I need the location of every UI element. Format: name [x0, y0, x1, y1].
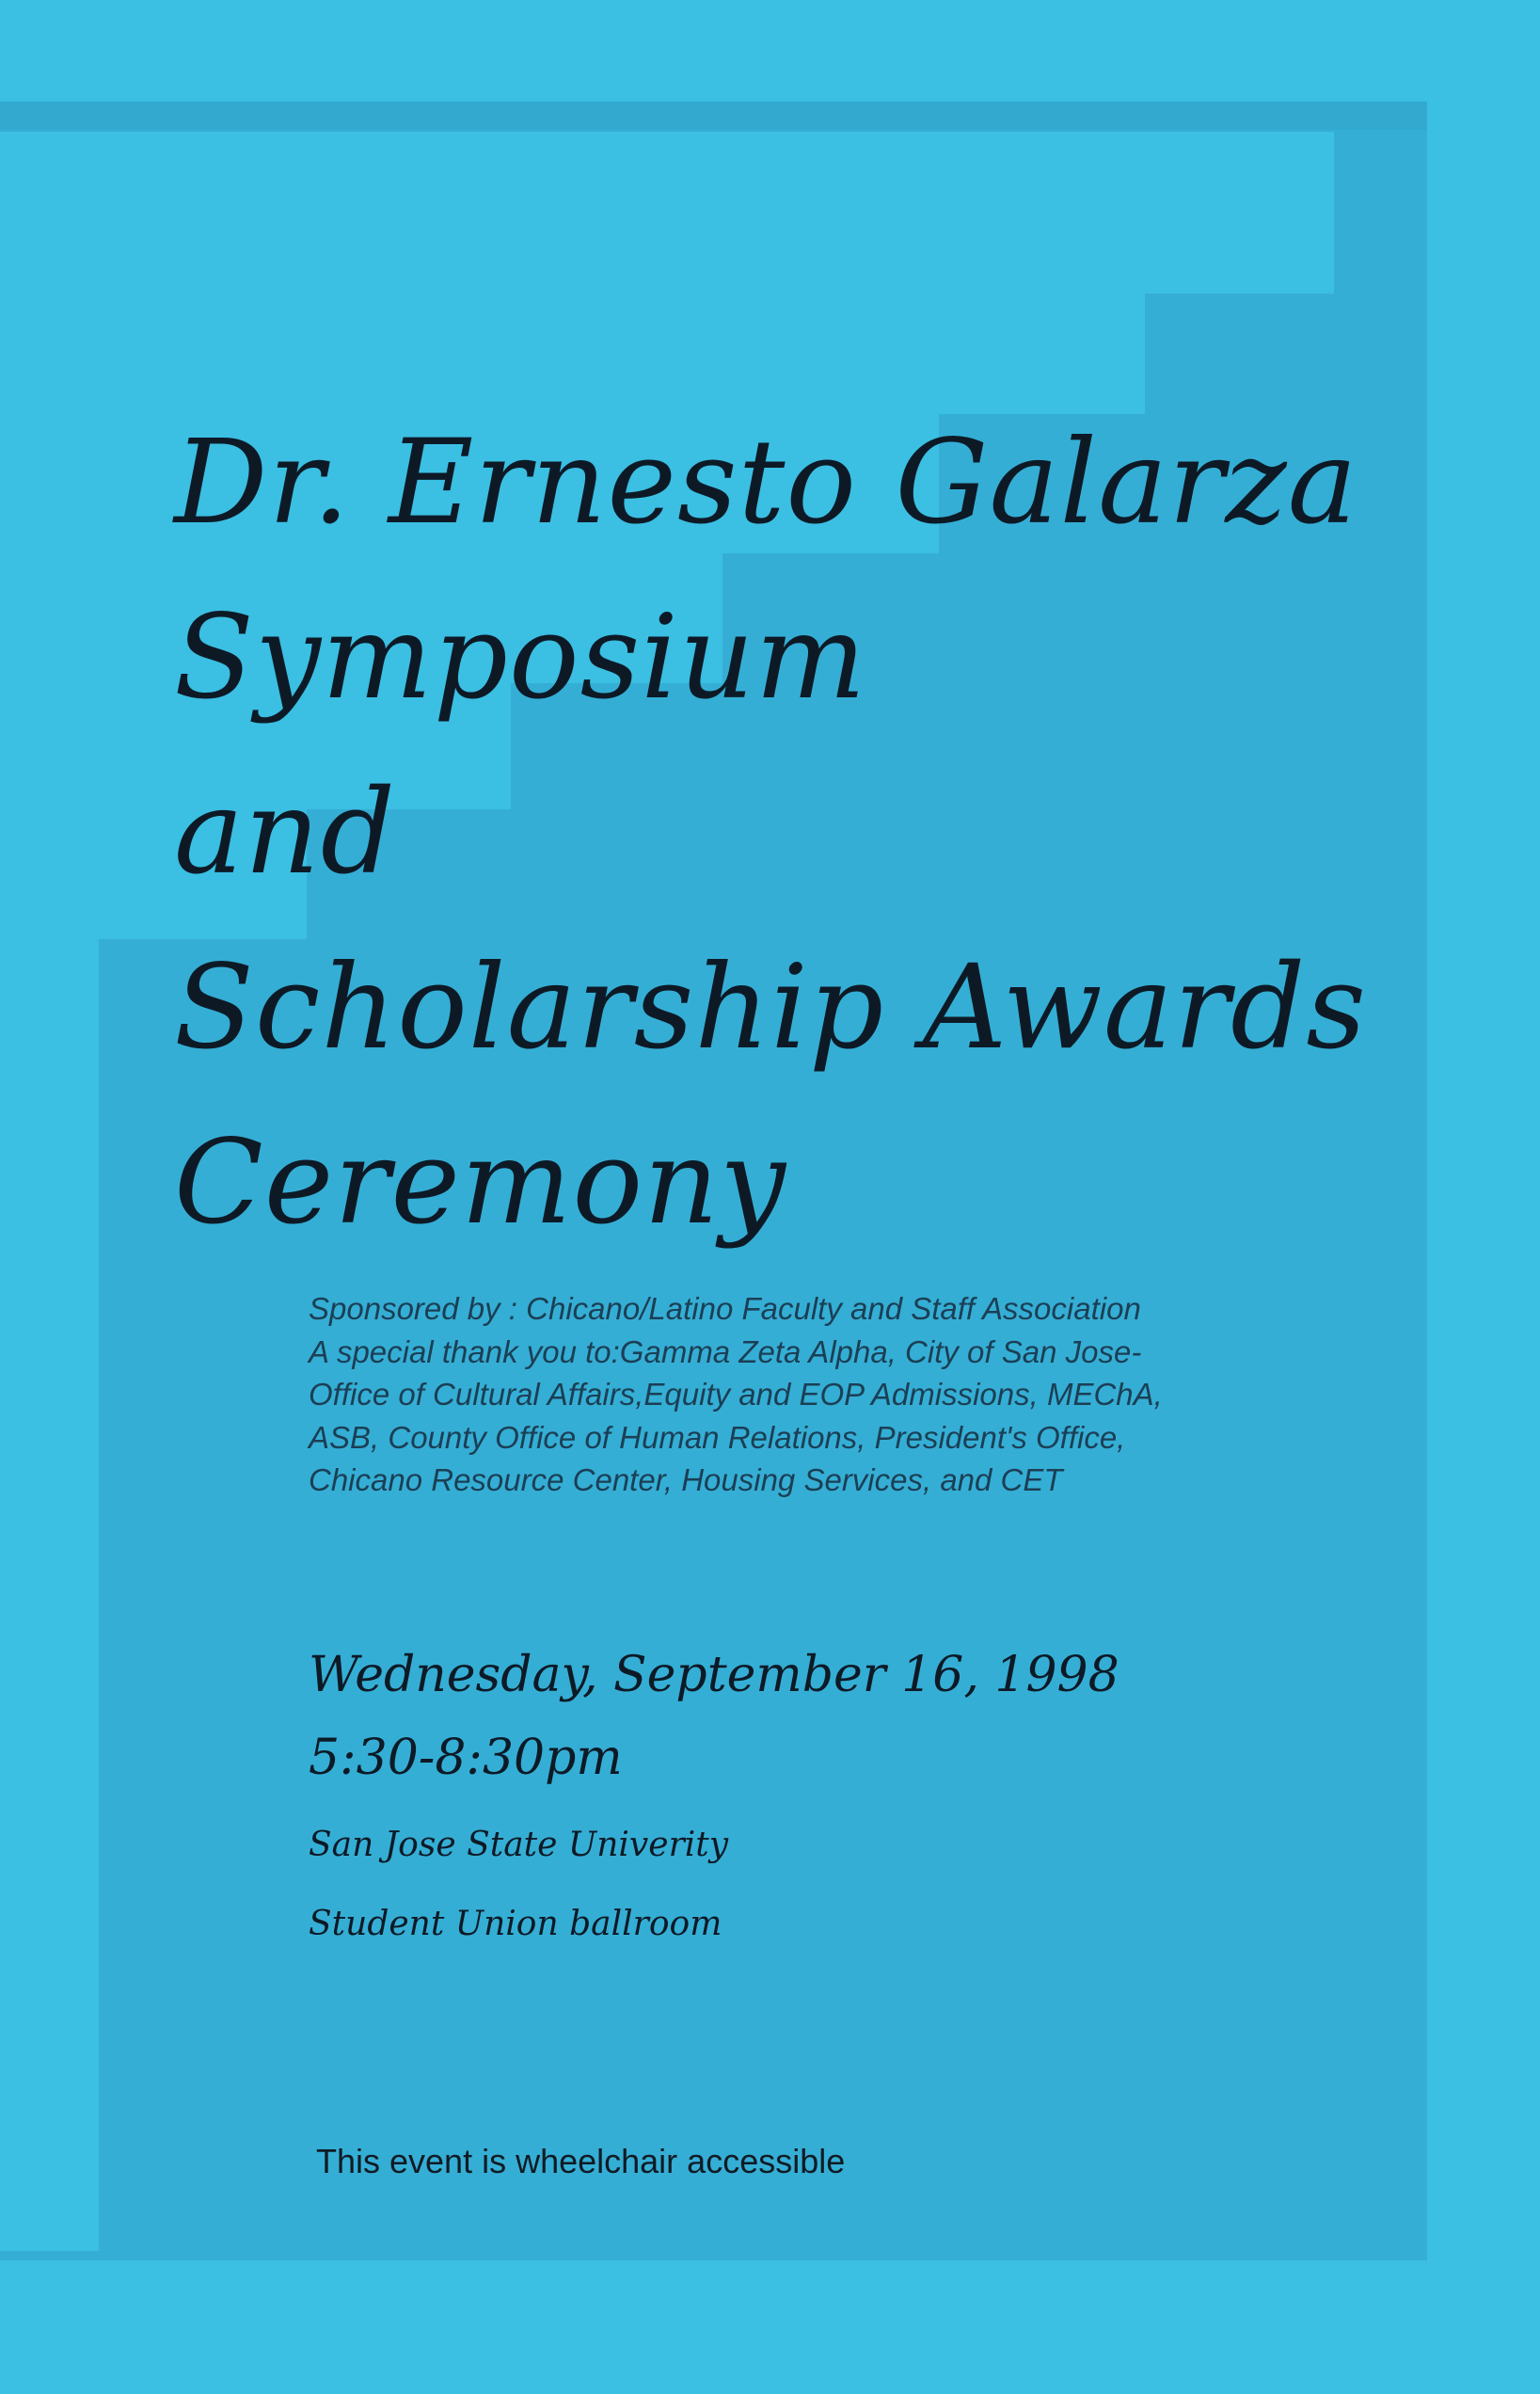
- accessibility-note: This event is wheelchair accessible: [316, 2142, 846, 2180]
- event-time: 5:30-8:30pm: [309, 1730, 623, 1786]
- sponsors-line-5: Chicano Resource Center, Housing Services, and CET: [309, 1462, 1063, 1497]
- event-date: Wednesday, September 16, 1998: [309, 1647, 1119, 1703]
- title-line-5: Ceremony: [174, 1115, 787, 1251]
- panel-top-band: [0, 102, 1427, 130]
- event-room: Student Union ballroom: [309, 1905, 722, 1943]
- title-line-1: Dr. Ernesto Galarza: [174, 415, 1358, 551]
- sponsors-line-3: Office of Cultural Affairs,Equity and EOP Admissions, MEChA,: [309, 1377, 1163, 1412]
- sponsors-line-4: ASB, County Office of Human Relations, President's Office,: [309, 1419, 1126, 1455]
- flyer-title: [174, 395, 1397, 1270]
- title-line-4: Scholarship Awards: [174, 940, 1368, 1076]
- title-line-2: Symposium: [174, 590, 867, 726]
- sponsors-line-1: Sponsored by : Chicano/Latino Faculty and Staff Association: [309, 1291, 1141, 1326]
- event-details: [309, 1637, 1343, 1948]
- sponsors-line-2: A special thank you to:Gamma Zeta Alpha, City of San Jose-: [309, 1333, 1142, 1369]
- title-line-3: and: [174, 765, 397, 901]
- event-venue: San Jose State Univerity: [309, 1826, 729, 1864]
- sponsors-block: [309, 1287, 1390, 1502]
